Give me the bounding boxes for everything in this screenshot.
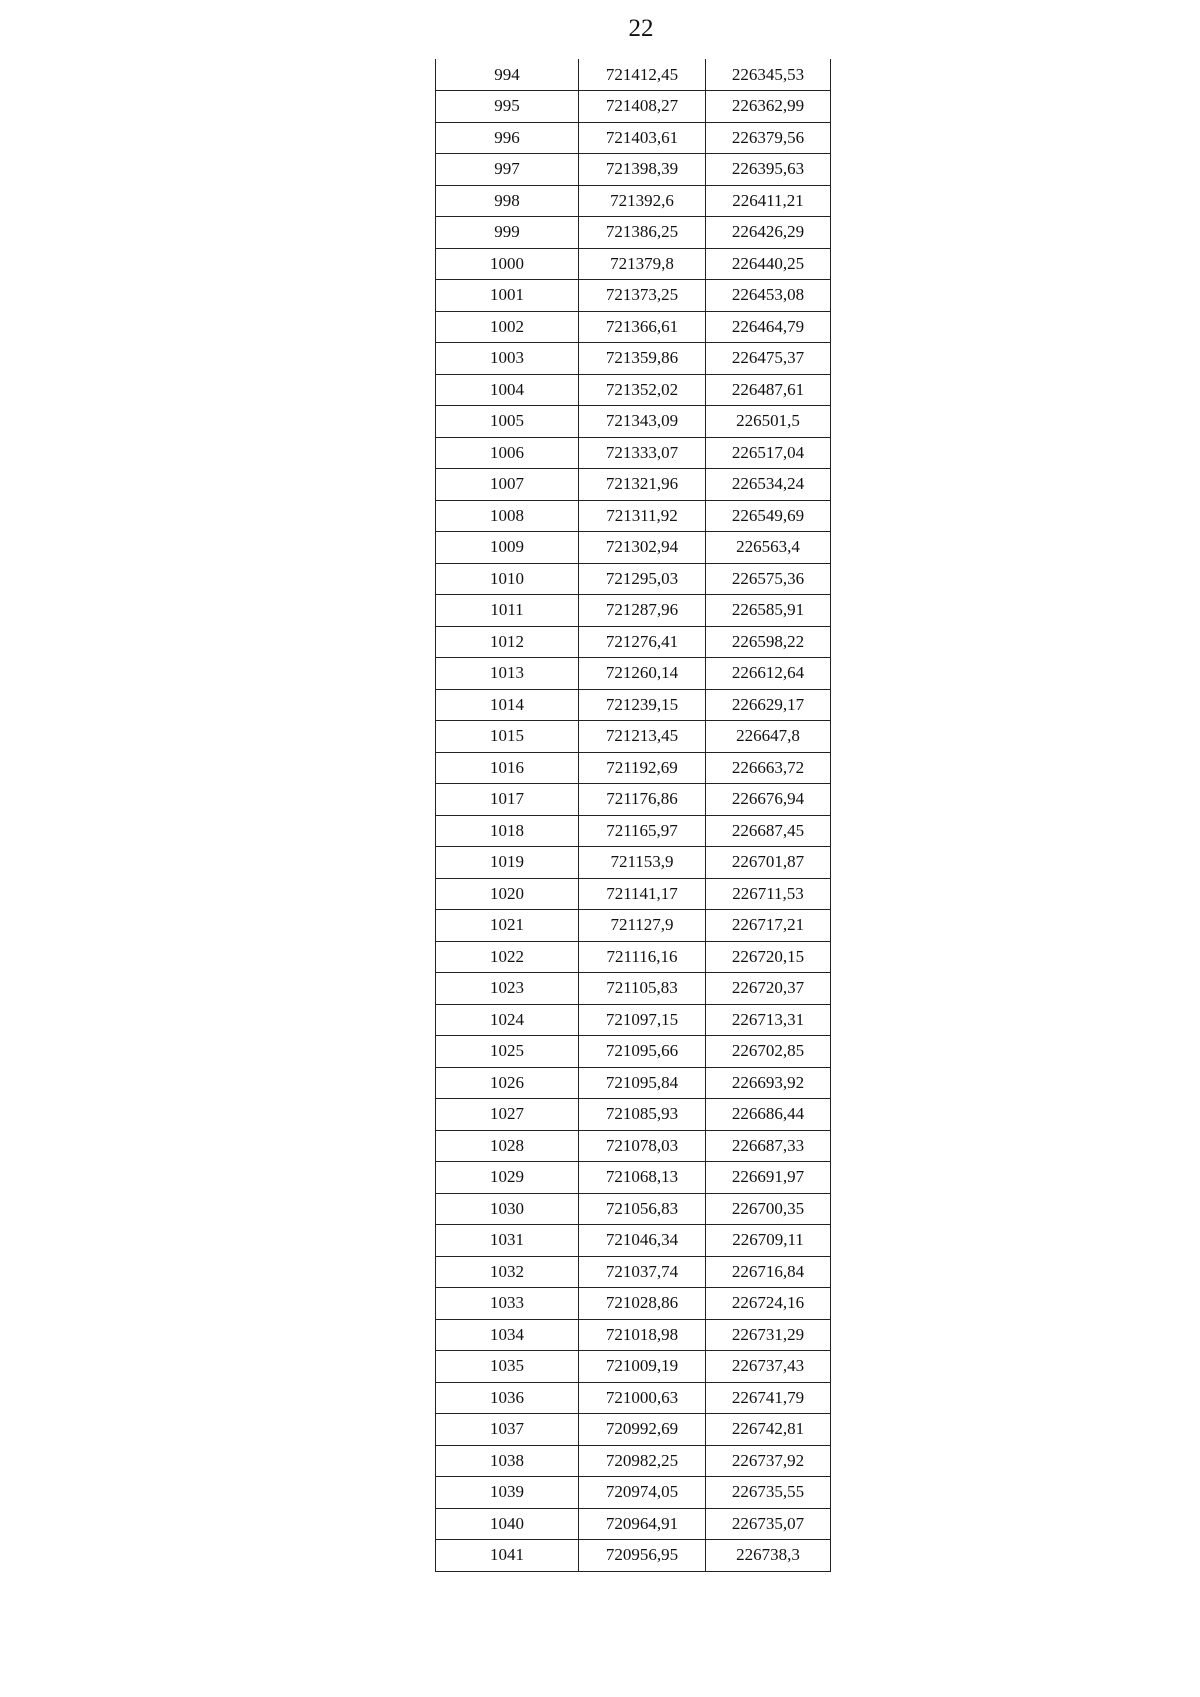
y-coordinate-cell: 226453,08 [706, 280, 831, 312]
x-coordinate-cell: 721037,74 [579, 1256, 706, 1288]
y-coordinate-cell: 226724,16 [706, 1288, 831, 1320]
table-row [436, 374, 831, 406]
point-number-cell: 1021 [436, 910, 579, 942]
y-coordinate-cell: 226411,21 [706, 185, 831, 217]
point-number-cell: 995 [436, 91, 579, 123]
table-row [436, 910, 831, 942]
point-number-cell: 1035 [436, 1351, 579, 1383]
y-coordinate-cell: 226395,63 [706, 154, 831, 186]
y-coordinate-cell: 226702,85 [706, 1036, 831, 1068]
table-row [436, 1540, 831, 1572]
x-coordinate-cell: 721009,19 [579, 1351, 706, 1383]
y-coordinate-cell: 226663,72 [706, 752, 831, 784]
y-coordinate-cell: 226440,25 [706, 248, 831, 280]
y-coordinate-cell: 226629,17 [706, 689, 831, 721]
point-number-cell: 1033 [436, 1288, 579, 1320]
point-number-cell: 1011 [436, 595, 579, 627]
table-row [436, 1351, 831, 1383]
table-row [436, 311, 831, 343]
y-coordinate-cell: 226693,92 [706, 1067, 831, 1099]
x-coordinate-cell: 721068,13 [579, 1162, 706, 1194]
table-row [436, 469, 831, 501]
table-row [436, 784, 831, 816]
y-coordinate-cell: 226738,3 [706, 1540, 831, 1572]
point-number-cell: 1007 [436, 469, 579, 501]
point-number-cell: 1031 [436, 1225, 579, 1257]
table-row [436, 532, 831, 564]
table-row [436, 1508, 831, 1540]
x-coordinate-cell: 721343,09 [579, 406, 706, 438]
table-row [436, 941, 831, 973]
y-coordinate-cell: 226717,21 [706, 910, 831, 942]
x-coordinate-cell: 721260,14 [579, 658, 706, 690]
x-coordinate-cell: 721095,66 [579, 1036, 706, 1068]
table-row [436, 1193, 831, 1225]
y-coordinate-cell: 226700,35 [706, 1193, 831, 1225]
point-number-cell: 1036 [436, 1382, 579, 1414]
x-coordinate-cell: 721213,45 [579, 721, 706, 753]
coordinates-table [435, 59, 831, 1572]
table-row [436, 59, 831, 91]
table-row [436, 1099, 831, 1131]
table-row [436, 878, 831, 910]
point-number-cell: 1028 [436, 1130, 579, 1162]
x-coordinate-cell: 721311,92 [579, 500, 706, 532]
table-row [436, 185, 831, 217]
y-coordinate-cell: 226647,8 [706, 721, 831, 753]
point-number-cell: 1040 [436, 1508, 579, 1540]
y-coordinate-cell: 226742,81 [706, 1414, 831, 1446]
x-coordinate-cell: 721392,6 [579, 185, 706, 217]
x-coordinate-cell: 721056,83 [579, 1193, 706, 1225]
y-coordinate-cell: 226475,37 [706, 343, 831, 375]
table-row [436, 847, 831, 879]
point-number-cell: 1027 [436, 1099, 579, 1131]
y-coordinate-cell: 226517,04 [706, 437, 831, 469]
y-coordinate-cell: 226501,5 [706, 406, 831, 438]
y-coordinate-cell: 226720,37 [706, 973, 831, 1005]
point-number-cell: 1024 [436, 1004, 579, 1036]
y-coordinate-cell: 226691,97 [706, 1162, 831, 1194]
table-row [436, 658, 831, 690]
point-number-cell: 1006 [436, 437, 579, 469]
table-row [436, 752, 831, 784]
y-coordinate-cell: 226612,64 [706, 658, 831, 690]
x-coordinate-cell: 721097,15 [579, 1004, 706, 1036]
point-number-cell: 1016 [436, 752, 579, 784]
x-coordinate-cell: 721141,17 [579, 878, 706, 910]
table-row [436, 1288, 831, 1320]
point-number-cell: 1030 [436, 1193, 579, 1225]
x-coordinate-cell: 721403,61 [579, 122, 706, 154]
y-coordinate-cell: 226735,55 [706, 1477, 831, 1509]
point-number-cell: 997 [436, 154, 579, 186]
table-row [436, 1256, 831, 1288]
point-number-cell: 1032 [436, 1256, 579, 1288]
y-coordinate-cell: 226598,22 [706, 626, 831, 658]
table-row [436, 406, 831, 438]
x-coordinate-cell: 721018,98 [579, 1319, 706, 1351]
table-row [436, 91, 831, 123]
x-coordinate-cell: 721412,45 [579, 59, 706, 91]
y-coordinate-cell: 226686,44 [706, 1099, 831, 1131]
point-number-cell: 1002 [436, 311, 579, 343]
y-coordinate-cell: 226534,24 [706, 469, 831, 501]
coordinates-table-body [436, 59, 831, 1571]
y-coordinate-cell: 226711,53 [706, 878, 831, 910]
point-number-cell: 1022 [436, 941, 579, 973]
x-coordinate-cell: 721165,97 [579, 815, 706, 847]
point-number-cell: 1039 [436, 1477, 579, 1509]
y-coordinate-cell: 226464,79 [706, 311, 831, 343]
y-coordinate-cell: 226720,15 [706, 941, 831, 973]
table-row [436, 626, 831, 658]
table-row [436, 1162, 831, 1194]
y-coordinate-cell: 226716,84 [706, 1256, 831, 1288]
point-number-cell: 1041 [436, 1540, 579, 1572]
point-number-cell: 996 [436, 122, 579, 154]
table-row [436, 721, 831, 753]
table-row [436, 689, 831, 721]
y-coordinate-cell: 226737,43 [706, 1351, 831, 1383]
point-number-cell: 1012 [436, 626, 579, 658]
point-number-cell: 1013 [436, 658, 579, 690]
point-number-cell: 998 [436, 185, 579, 217]
table-row [436, 595, 831, 627]
point-number-cell: 1014 [436, 689, 579, 721]
x-coordinate-cell: 721379,8 [579, 248, 706, 280]
y-coordinate-cell: 226426,29 [706, 217, 831, 249]
table-row [436, 500, 831, 532]
y-coordinate-cell: 226575,36 [706, 563, 831, 595]
point-number-cell: 1005 [436, 406, 579, 438]
point-number-cell: 1000 [436, 248, 579, 280]
table-row [436, 1319, 831, 1351]
table-row [436, 280, 831, 312]
table-row [436, 1225, 831, 1257]
x-coordinate-cell: 721287,96 [579, 595, 706, 627]
y-coordinate-cell: 226687,45 [706, 815, 831, 847]
point-number-cell: 1004 [436, 374, 579, 406]
point-number-cell: 1025 [436, 1036, 579, 1068]
table-row [436, 1036, 831, 1068]
point-number-cell: 1026 [436, 1067, 579, 1099]
point-number-cell: 1029 [436, 1162, 579, 1194]
point-number-cell: 1018 [436, 815, 579, 847]
x-coordinate-cell: 721028,86 [579, 1288, 706, 1320]
x-coordinate-cell: 720992,69 [579, 1414, 706, 1446]
y-coordinate-cell: 226487,61 [706, 374, 831, 406]
y-coordinate-cell: 226563,4 [706, 532, 831, 564]
table-row [436, 1004, 831, 1036]
x-coordinate-cell: 721078,03 [579, 1130, 706, 1162]
x-coordinate-cell: 721239,15 [579, 689, 706, 721]
table-row [436, 815, 831, 847]
table-row [436, 437, 831, 469]
point-number-cell: 1034 [436, 1319, 579, 1351]
point-number-cell: 1037 [436, 1414, 579, 1446]
table-row [436, 122, 831, 154]
x-coordinate-cell: 720956,95 [579, 1540, 706, 1572]
table-row [436, 1382, 831, 1414]
point-number-cell: 1009 [436, 532, 579, 564]
y-coordinate-cell: 226709,11 [706, 1225, 831, 1257]
point-number-cell: 1038 [436, 1445, 579, 1477]
x-coordinate-cell: 721046,34 [579, 1225, 706, 1257]
table-row [436, 1477, 831, 1509]
x-coordinate-cell: 721153,9 [579, 847, 706, 879]
point-number-cell: 1017 [436, 784, 579, 816]
point-number-cell: 1010 [436, 563, 579, 595]
y-coordinate-cell: 226713,31 [706, 1004, 831, 1036]
x-coordinate-cell: 721321,96 [579, 469, 706, 501]
y-coordinate-cell: 226687,33 [706, 1130, 831, 1162]
point-number-cell: 1020 [436, 878, 579, 910]
point-number-cell: 1019 [436, 847, 579, 879]
y-coordinate-cell: 226731,29 [706, 1319, 831, 1351]
table-row [436, 1414, 831, 1446]
y-coordinate-cell: 226345,53 [706, 59, 831, 91]
table-row [436, 248, 831, 280]
point-number-cell: 1001 [436, 280, 579, 312]
x-coordinate-cell: 721095,84 [579, 1067, 706, 1099]
y-coordinate-cell: 226737,92 [706, 1445, 831, 1477]
table-row [436, 154, 831, 186]
x-coordinate-cell: 721116,16 [579, 941, 706, 973]
y-coordinate-cell: 226362,99 [706, 91, 831, 123]
page-number: 22 [628, 15, 654, 42]
x-coordinate-cell: 721000,63 [579, 1382, 706, 1414]
x-coordinate-cell: 721373,25 [579, 280, 706, 312]
x-coordinate-cell: 721127,9 [579, 910, 706, 942]
table-row [436, 563, 831, 595]
x-coordinate-cell: 721085,93 [579, 1099, 706, 1131]
y-coordinate-cell: 226701,87 [706, 847, 831, 879]
x-coordinate-cell: 721398,39 [579, 154, 706, 186]
y-coordinate-cell: 226735,07 [706, 1508, 831, 1540]
table-row [436, 343, 831, 375]
point-number-cell: 1015 [436, 721, 579, 753]
x-coordinate-cell: 720974,05 [579, 1477, 706, 1509]
y-coordinate-cell: 226741,79 [706, 1382, 831, 1414]
x-coordinate-cell: 721333,07 [579, 437, 706, 469]
point-number-cell: 1023 [436, 973, 579, 1005]
point-number-cell: 994 [436, 59, 579, 91]
x-coordinate-cell: 720982,25 [579, 1445, 706, 1477]
x-coordinate-cell: 721176,86 [579, 784, 706, 816]
point-number-cell: 1003 [436, 343, 579, 375]
x-coordinate-cell: 721359,86 [579, 343, 706, 375]
x-coordinate-cell: 721276,41 [579, 626, 706, 658]
point-number-cell: 999 [436, 217, 579, 249]
table-row [436, 1067, 831, 1099]
x-coordinate-cell: 720964,91 [579, 1508, 706, 1540]
point-number-cell: 1008 [436, 500, 579, 532]
y-coordinate-cell: 226549,69 [706, 500, 831, 532]
x-coordinate-cell: 721386,25 [579, 217, 706, 249]
y-coordinate-cell: 226379,56 [706, 122, 831, 154]
table-row [436, 1130, 831, 1162]
table-row [436, 973, 831, 1005]
y-coordinate-cell: 226585,91 [706, 595, 831, 627]
x-coordinate-cell: 721295,03 [579, 563, 706, 595]
y-coordinate-cell: 226676,94 [706, 784, 831, 816]
x-coordinate-cell: 721105,83 [579, 973, 706, 1005]
x-coordinate-cell: 721192,69 [579, 752, 706, 784]
x-coordinate-cell: 721366,61 [579, 311, 706, 343]
x-coordinate-cell: 721408,27 [579, 91, 706, 123]
x-coordinate-cell: 721302,94 [579, 532, 706, 564]
x-coordinate-cell: 721352,02 [579, 374, 706, 406]
table-row [436, 1445, 831, 1477]
table-row [436, 217, 831, 249]
